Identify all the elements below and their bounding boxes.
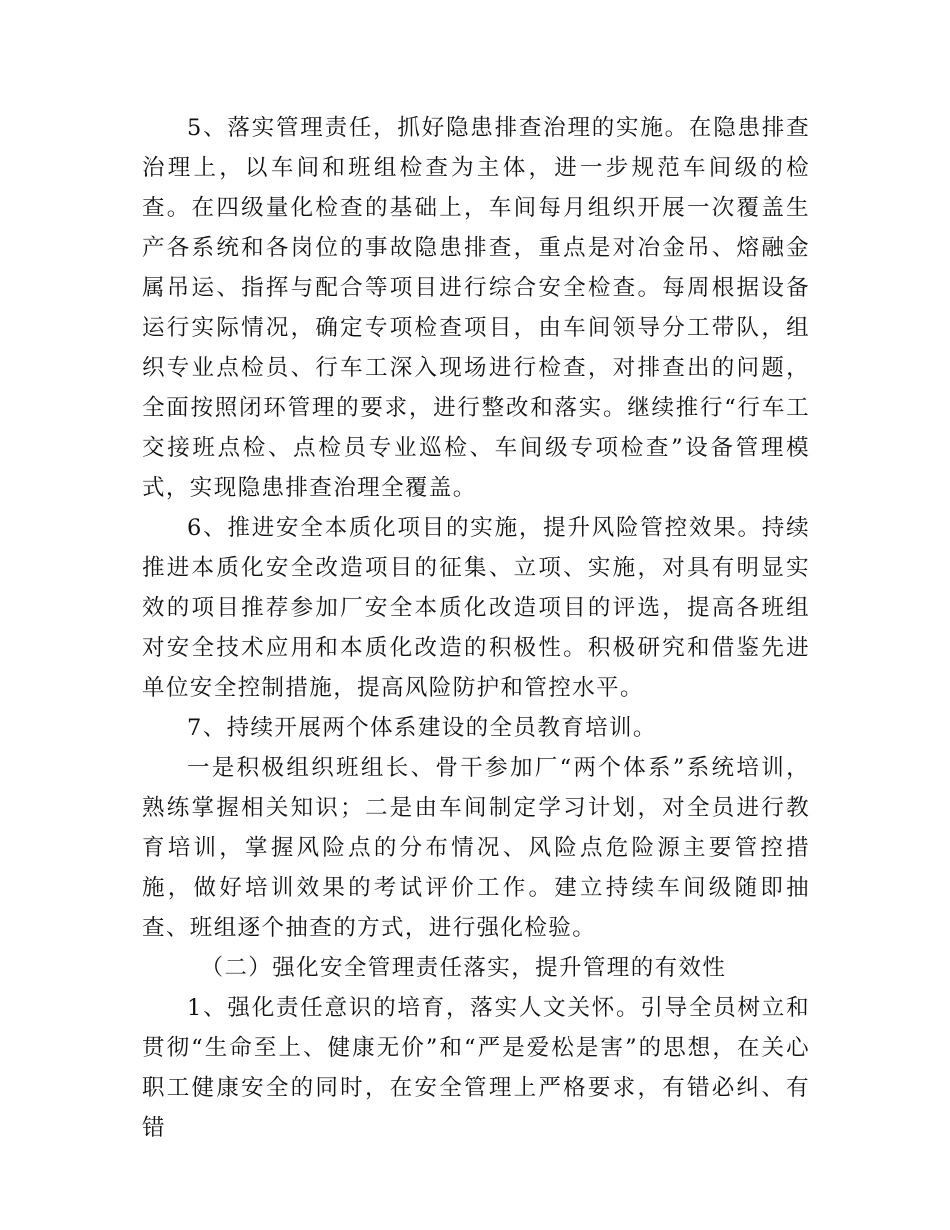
- paragraph-item-5: 5、落实管理责任，抓好隐患排查治理的实施。在隐患排查治理上，以车间和班组检查为主体，进一步规范车间级的检查。在四级量化检查的基础上，车间每月组织开展一次覆盖生产各系统和各岗位的事故隐患排查，重点是对冶金吊、熔融金属吊运、指挥与配合等项目进行综合安全检查。每周根据设备运行实际情况，确定专项检查项目，由车间领导分工带队，组织专业点检员、行车工深入现场进行检查，对排查出的问题，全面按照闭环管理的要求，进行整改和落实。继续推行“行车工交接班点检、点检员专业巡检、车间级专项检查”设备管理模式，实现隐患排查治理全覆盖。: [142, 115, 810, 501]
- paragraph-item-7: 7、持续开展两个体系建设的全员教育培训。: [187, 715, 657, 741]
- paragraph-item-1: 1、强化责任意识的培育，落实人文关怀。引导全员树立和贯彻“生命至上、健康无价”和“严是爱松是害”的思想，在关心职工健康安全的同时，在安全管理上严格要求，有错必纠、有错: [142, 995, 810, 1141]
- section-heading-2: （二）强化安全管理责任落实，提升管理的有效性: [200, 955, 727, 981]
- document-body: [142, 108, 810, 1148]
- paragraph-training-detail: 一是积极组织班组长、骨干参加厂“两个体系”系统培训，熟练掌握相关知识；二是由车间制定学习计划，对全员进行教育培训，掌握风险点的分布情况、风险点危险源主要管控措施，做好培训效果的考试评价工作。建立持续车间级随即抽查、班组逐个抽查的方式，进行强化检验。: [142, 755, 810, 941]
- paragraph-item-6: 6、推进安全本质化项目的实施，提升风险管控效果。持续推进本质化安全改造项目的征集、立项、实施，对具有明显实效的项目推荐参加厂安全本质化改造项目的评选，提高各班组对安全技术应用和本质化改造的积极性。积极研究和借鉴先进单位安全控制措施，提高风险防护和管控水平。: [142, 515, 810, 701]
